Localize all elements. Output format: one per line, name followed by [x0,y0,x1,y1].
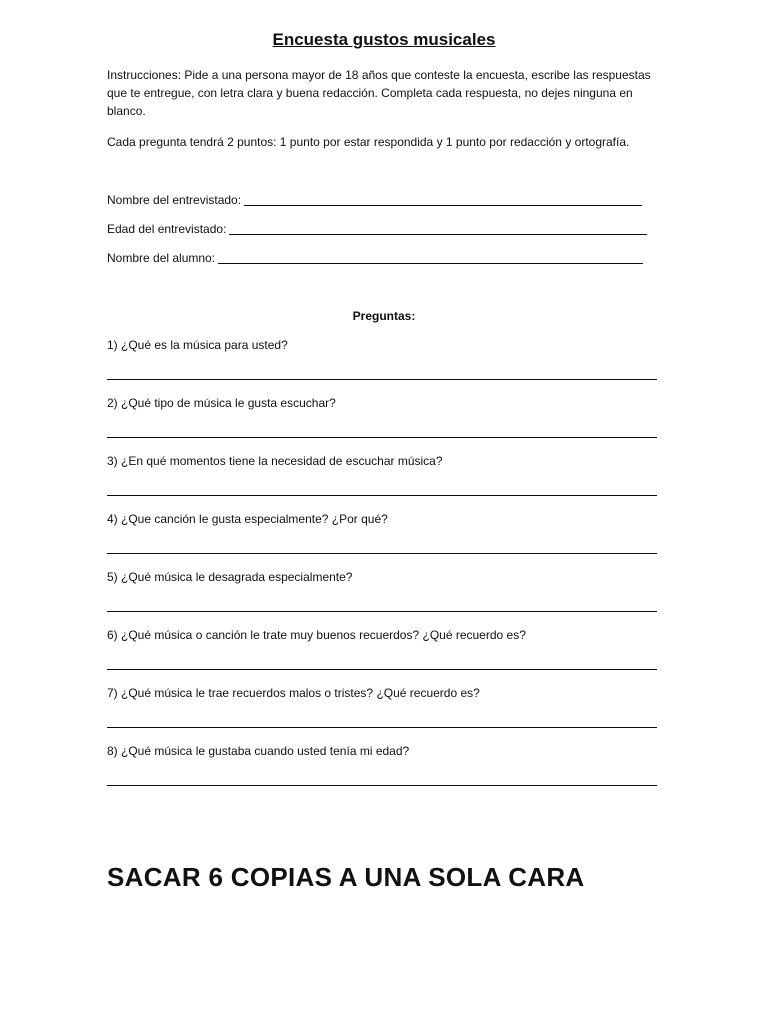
student-name-label: Nombre del alumno: [107,251,216,265]
interviewee-name-field [107,193,642,207]
student-name-blank [218,262,643,264]
question-2: 2) ¿Qué tipo de música le gusta escuchar? [107,396,336,410]
question-6: 6) ¿Qué música o canción le trate muy buenos recuerdos? ¿Qué recuerdo es? [107,628,526,642]
question-5: 5) ¿Qué música le desagrada especialmente? [107,570,353,584]
interviewee-name-label: Nombre del entrevistado: [107,193,242,207]
student-name-field [107,251,643,265]
scoring-paragraph: Cada pregunta tendrá 2 puntos: 1 punto por estar respondida y 1 punto por redacción y ortografía. [107,135,630,149]
questions-heading: Preguntas: [352,309,416,323]
question-8: 8) ¿Qué música le gustaba cuando usted tenía mi edad? [107,744,410,758]
interviewee-age-field [107,222,647,236]
answer-line-2 [107,437,657,438]
interviewee-age-label: Edad del entrevistado: [107,222,227,236]
instructions-paragraph: Instrucciones: Pide a una persona mayor de 18 años que conteste la encuesta, escribe las respuestas que te entregue, con letra clara y buena redacción. Completa cada respuesta, no dejes ninguna en blanco. [107,68,651,118]
question-3: 3) ¿En qué momentos tiene la necesidad de escuchar música? [107,454,443,468]
document-title: Encuesta gustos musicales [272,30,496,49]
answer-line-7 [107,727,657,728]
answer-line-6 [107,669,657,670]
interviewee-name-blank [244,204,642,206]
answer-line-5 [107,611,657,612]
answer-line-4 [107,553,657,554]
question-1: 1) ¿Qué es la música para usted? [107,338,288,352]
answer-line-1 [107,379,657,380]
answer-line-8 [107,785,657,786]
interviewee-age-blank [229,233,647,235]
answer-line-3 [107,495,657,496]
question-7: 7) ¿Qué música le trae recuerdos malos o tristes? ¿Qué recuerdo es? [107,686,480,700]
copies-note: SACAR 6 COPIAS A UNA SOLA CARA [107,862,585,892]
question-4: 4) ¿Que canción le gusta especialmente? ¿Por qué? [107,512,388,526]
